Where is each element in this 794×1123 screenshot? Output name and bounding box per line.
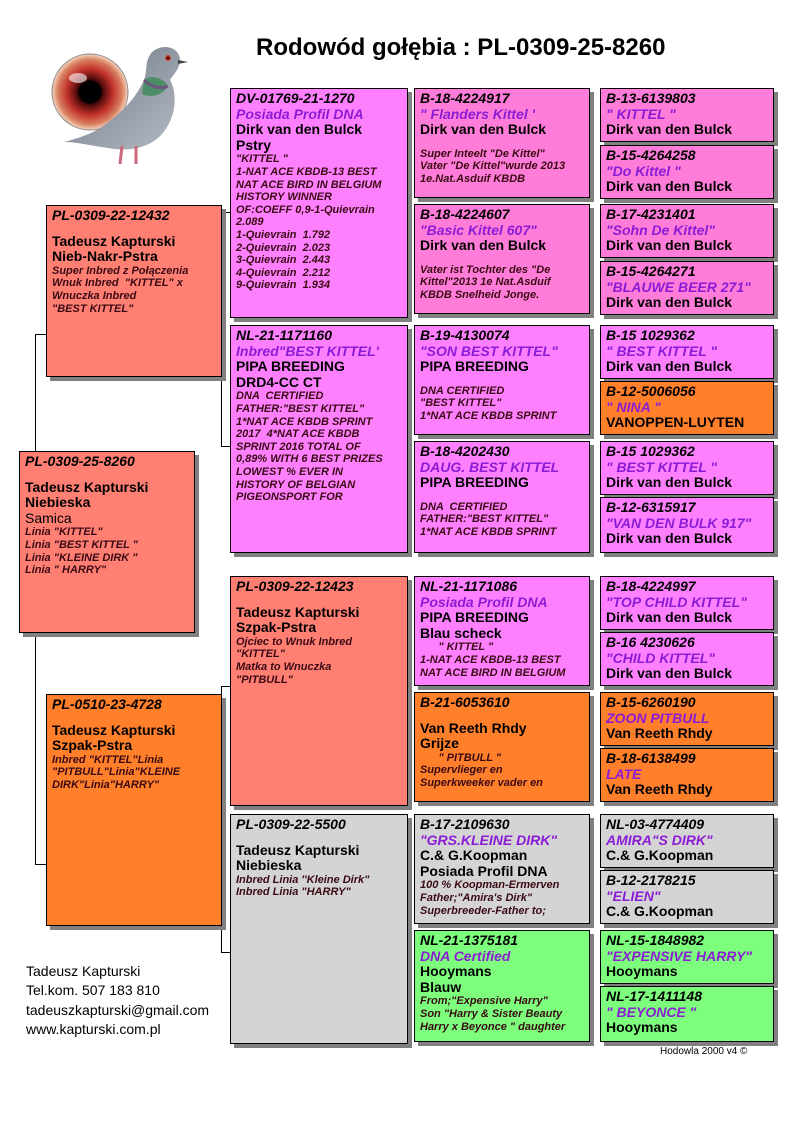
pigeon-notes: " PITBULL " Supervlieger en Superkweeker vader en	[420, 751, 543, 789]
breeder-name: PIPA BREEDING	[420, 358, 529, 375]
ring-number: B-17-4231401	[606, 206, 696, 222]
breeder-name: Dirk van den Bulck	[420, 121, 547, 138]
pigeon-name: Inbred"BEST KITTEL'	[236, 342, 379, 359]
pedigree-card-mm	[230, 814, 408, 1044]
ring-number: B-18-6138499	[606, 750, 696, 766]
ring-number: NL-03-4774409	[606, 816, 705, 832]
feather-color: Blau scheck	[420, 624, 502, 641]
pedigree-card-mmm	[414, 930, 590, 1042]
pigeon-notes: Linia "KITTEL" Linia "BEST KITTEL " Linia "KLEINE DIRK " Linia " HARRY"	[25, 526, 138, 577]
pigeon-name: ZOON PITBULL	[606, 709, 710, 726]
breeder-name: PIPA BREEDING	[420, 474, 529, 491]
pigeon-notes: DNA CERTIFIED "BEST KITTEL" 1*NAT ACE KBDB SPRINT	[420, 384, 557, 422]
ring-number: B-18-4224607	[420, 206, 510, 222]
contact-email[interactable]: tadeuszkapturski@gmail.com	[26, 1001, 210, 1018]
pedigree-card-pigeon	[19, 451, 195, 633]
ring-number: B-15-4264258	[606, 147, 696, 163]
pigeon-notes: Vater ist Tochter des "De Kittel"2013 1e Nat.Asduif KBDB Snelheid Jonge.	[420, 263, 551, 301]
breeder-name: Van Reeth Rhdy	[606, 781, 713, 798]
feather-color: Szpak-Pstra	[236, 619, 317, 636]
sex-label: Samica	[25, 509, 72, 526]
breeder-name: Dirk van den Bulck	[606, 121, 733, 138]
breeder-name: VANOPPEN-LUYTEN	[606, 414, 745, 431]
pedigree-card-mmf	[414, 814, 590, 924]
ring-number: B-19-4130074	[420, 327, 510, 343]
pigeon-name: " BEST KITTEL "	[606, 342, 718, 359]
feather-color: Pstry	[236, 136, 272, 153]
breeder-name: C.& G.Koopman	[606, 903, 714, 920]
ring-number: NL-21-1375181	[420, 932, 519, 948]
ring-number: B-15-4264271	[606, 263, 696, 279]
pigeon-name: "SON BEST KITTEL"	[420, 342, 558, 359]
pigeon-notes: 100 % Koopman-Ermerven Father;"Amira's Dirk" Superbreeder-Father to;	[420, 879, 560, 917]
ring-number: B-15 1029362	[606, 327, 695, 343]
ring-number: NL-17-1411148	[606, 988, 702, 1004]
pedigree-card-g12	[600, 748, 774, 802]
breeder-name: Tadeusz Kapturski	[25, 478, 149, 495]
connector-line	[35, 634, 36, 864]
ring-number: B-18-4224917	[420, 90, 510, 106]
pedigree-card-g5	[600, 325, 774, 379]
footer-version: Hodowla 2000 v4 ©	[660, 1046, 748, 1057]
pigeon-name: AMIRA"S DIRK"	[606, 831, 713, 848]
contact-info	[26, 962, 209, 1040]
ring-number: PL-0309-22-12432	[52, 207, 170, 223]
pigeon-name: "VAN DEN BULK 917"	[606, 514, 752, 531]
pigeon-name: "GRS.KLEINE DIRK"	[420, 831, 557, 848]
pedigree-card-mf	[230, 576, 408, 806]
pigeon-name: "Sohn De Kittel"	[606, 221, 715, 238]
pedigree-card-g4	[600, 261, 774, 315]
pedigree-card-g8	[600, 497, 774, 553]
pigeon-name: " BEYONCE "	[606, 1003, 697, 1020]
pigeon-notes: DNA CERTIFIED FATHER:"BEST KITTEL" 1*NAT ACE KBDB SPRINT 2017 4*NAT ACE KBDB SPRINT 2016 TOTAL OF 0,89% WITH 6 BEST PRIZES LOWEST % EVER IN HISTORY OF BELGIAN PIGEONSPORT FOR	[236, 390, 383, 504]
breeder-name: Dirk van den Bulck	[606, 665, 733, 682]
pigeon-name: " NINA "	[606, 398, 661, 415]
pigeon-name: "ELIEN"	[606, 887, 661, 904]
breeder-name: Dirk van den Bulck	[606, 178, 733, 195]
feather-color: Niebieska	[236, 857, 302, 874]
ring-number: PL-0309-22-5500	[236, 816, 346, 832]
pedigree-card-ffm	[414, 204, 590, 314]
pigeon-name: Posiada Profil DNA	[236, 105, 364, 122]
pedigree-card-mfm	[414, 692, 590, 802]
pigeon-name: "Basic Kittel 607"	[420, 221, 537, 238]
pigeon-name: DAUG. BEST KITTEL	[420, 458, 560, 475]
ring-number: B-18-4224997	[606, 578, 696, 594]
pedigree-card-g7	[600, 441, 774, 495]
ring-number: PL-0510-23-4728	[52, 696, 162, 712]
contact-website[interactable]: www.kapturski.com.pl	[26, 1021, 161, 1038]
pigeon-name: LATE	[606, 765, 642, 782]
pedigree-card-g6	[600, 381, 774, 435]
pedigree-card-g14	[600, 870, 774, 924]
ring-number: B-16 4230626	[606, 634, 695, 650]
page-title: Rodowód gołębia : PL-0309-25-8260	[256, 34, 666, 61]
pedigree-card-g15	[600, 930, 774, 984]
breeder-name: Dirk van den Bulck	[420, 237, 547, 254]
ring-number: PL-0309-22-12423	[236, 578, 354, 594]
pedigree-card-g9	[600, 576, 774, 630]
pigeon-notes: Inbred Linia ''Kleine Dirk" Inbred Linia "HARRY"	[236, 873, 370, 899]
breeder-name: Dirk van den Bulck	[236, 121, 363, 138]
breeder-name: Dirk van den Bulck	[606, 609, 733, 626]
pigeon-notes: Super Inteelt "De Kittel" Vater "De Kittel"wurde 2013 1e.Nat.Asduif KBDB	[420, 147, 566, 185]
pedigree-card-fm	[230, 325, 408, 553]
pigeon-name: "BLAUWE BEER 271"	[606, 278, 751, 295]
ring-number: NL-15-1848982	[606, 932, 705, 948]
pedigree-card-g1	[600, 88, 774, 142]
pedigree-card-g11	[600, 692, 774, 746]
ring-number: DV-01769-21-1270	[236, 90, 355, 106]
ring-number: NL-21-1171160	[236, 327, 332, 343]
pedigree-card-mff	[414, 576, 590, 686]
ring-number: NL-21-1171086	[420, 578, 518, 594]
breeder-name: Dirk van den Bulck	[606, 474, 733, 491]
pigeon-name: DNA Certified	[420, 947, 511, 964]
pigeon-notes: From;"Expensive Harry" Son "Harry & Sister Beauty Harry x Beyonce " daughter	[420, 995, 566, 1033]
pedigree-card-g16	[600, 986, 774, 1042]
pedigree-card-g10	[600, 632, 774, 686]
pigeon-name: " KITTEL "	[606, 105, 676, 122]
pigeon-name: "CHILD KITTEL"	[606, 649, 715, 666]
ring-number: B-21-6053610	[420, 694, 510, 710]
feather-color: DRD4-CC CT	[236, 373, 322, 390]
feather-color: Niebieska	[25, 494, 91, 511]
feather-color: Szpak-Pstra	[52, 737, 133, 754]
pigeon-name: " BEST KITTEL "	[606, 458, 718, 475]
feather-color: Blauw	[420, 978, 462, 995]
pigeon-name: " Flanders Kittel '	[420, 105, 535, 122]
breeder-name: PIPA BREEDING	[420, 609, 529, 626]
pigeon-name: "Do Kittel "	[606, 162, 681, 179]
ring-number: B-12-6315917	[606, 499, 696, 515]
pigeon-logo	[44, 34, 194, 184]
pedigree-card-ff	[230, 88, 408, 318]
feather-color: Posiada Profil DNA	[420, 862, 548, 879]
breeder-name: Van Reeth Rhdy	[606, 725, 713, 742]
breeder-name: Dirk van den Bulck	[606, 358, 733, 375]
ring-number: B-17-2109630	[420, 816, 510, 832]
ring-number: B-12-2178215	[606, 872, 696, 888]
pedigree-card-fmf	[414, 325, 590, 435]
breeder-name: Hooymans	[606, 1019, 678, 1036]
pedigree-card-fff	[414, 88, 590, 198]
pedigree-card-g13	[600, 814, 774, 868]
pigeon-notes: Inbred "KITTEL"Linia "PITBULL"Linia"KLEINE DIRK"Linia"HARRY"	[52, 753, 181, 791]
connector-line	[35, 334, 36, 452]
breeder-name: C.& G.Koopman	[420, 847, 528, 864]
ring-number: B-12-5006056	[606, 383, 696, 399]
ring-number: B-13-6139803	[606, 90, 696, 106]
breeder-name: Hooymans	[420, 963, 492, 980]
ring-number: B-18-4202430	[420, 443, 510, 459]
ring-number: PL-0309-25-8260	[25, 453, 135, 469]
pedigree-card-fmm	[414, 441, 590, 553]
pedigree-card-mother	[46, 694, 222, 926]
pigeon-name: "EXPENSIVE HARRY"	[606, 947, 753, 964]
breeder-name: Dirk van den Bulck	[606, 294, 733, 311]
contact-name: Tadeusz Kapturski	[26, 963, 141, 979]
pigeon-name: "TOP CHILD KITTEL"	[606, 593, 747, 610]
pedigree-card-father	[46, 205, 222, 377]
feather-color: Nieb-Nakr-Pstra	[52, 248, 158, 265]
pigeon-notes: DNA CERTIFIED FATHER:"BEST KITTEL" 1*NAT ACE KBDB SPRINT	[420, 500, 557, 538]
pedigree-card-g2	[600, 145, 774, 199]
pigeon-notes: "KITTEL " 1-NAT ACE KBDB-13 BEST NAT ACE BIRD IN BELGIUM HISTORY WINNER OF:COEFF 0,9-1-Quievrain 2.089 1-Quievrain 1.792 2-Quievrain 2.023 3-Quievrain 2.443 4-Quievrain 2.212 9-Quievrain 1.934	[236, 153, 382, 292]
feather-color: Grijze	[420, 735, 459, 752]
ring-number: B-15-6260190	[606, 694, 696, 710]
pigeon-notes: " KITTEL " 1-NAT ACE KBDB-13 BEST NAT ACE BIRD IN BELGIUM	[420, 641, 566, 679]
breeder-name: Tadeusz Kapturski	[52, 721, 176, 738]
breeder-name: Hooymans	[606, 963, 678, 980]
pedigree-card-g3	[600, 204, 774, 258]
pigeon-notes: Ojciec to Wnuk Inbred "KITTEL" Matka to Wnuczka "PITBULL"	[236, 635, 353, 686]
breeder-name: Dirk van den Bulck	[606, 530, 733, 547]
breeder-name: Van Reeth Rhdy	[420, 719, 527, 736]
breeder-name: Tadeusz Kapturski	[236, 841, 360, 858]
breeder-name: Dirk van den Bulck	[606, 237, 733, 254]
ring-number: B-15 1029362	[606, 443, 695, 459]
breeder-name: C.& G.Koopman	[606, 847, 714, 864]
contact-phone: Tel.kom. 507 183 810	[26, 982, 160, 999]
pigeon-name: Posiada Profil DNA	[420, 593, 548, 610]
breeder-name: PIPA BREEDING	[236, 358, 345, 375]
breeder-name: Tadeusz Kapturski	[52, 232, 176, 249]
pigeon-notes: Super Inbred z Połączenia Wnuk Inbred "KITTEL" x Wnuczka Inbred "BEST KITTEL"	[52, 264, 189, 315]
breeder-name: Tadeusz Kapturski	[236, 603, 360, 620]
